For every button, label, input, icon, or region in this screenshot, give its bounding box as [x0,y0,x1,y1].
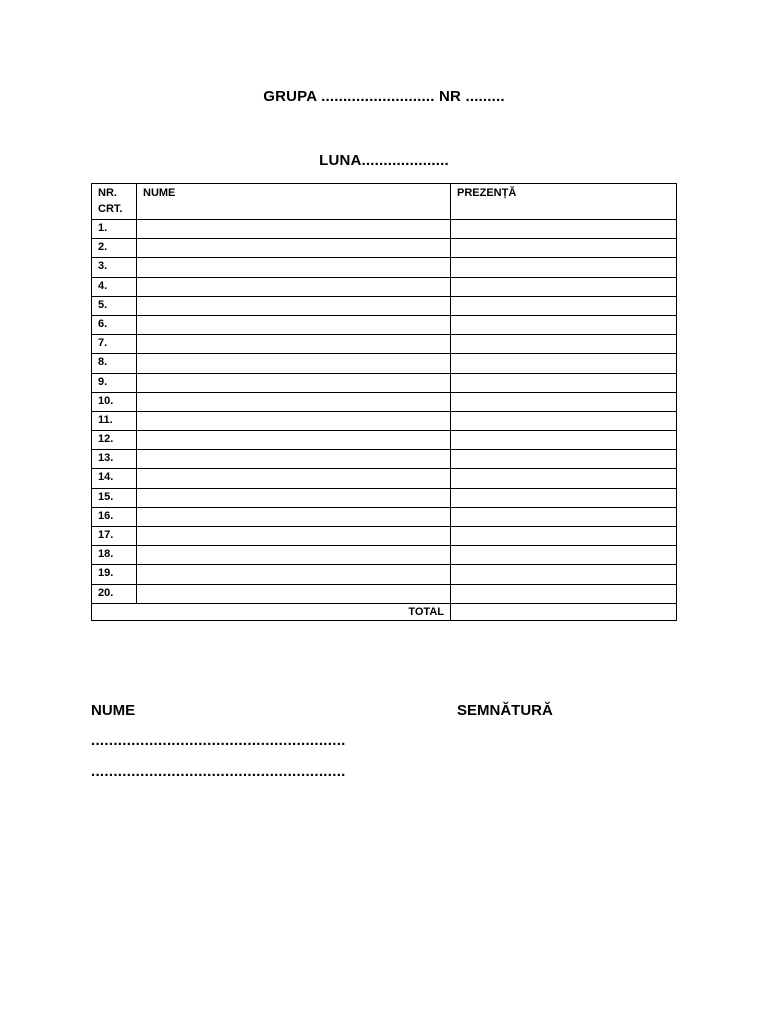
row-presence-cell[interactable] [451,258,677,277]
table-row [92,258,677,277]
total-label: TOTAL [92,603,451,620]
header-name: NUME [137,184,451,220]
row-name-cell[interactable] [137,584,451,603]
row-name-cell[interactable] [137,220,451,239]
row-number: 19. [92,565,137,584]
row-number: 13. [92,450,137,469]
row-presence-cell[interactable] [451,373,677,392]
row-number: 4. [92,277,137,296]
row-number: 18. [92,546,137,565]
table-header-row [92,184,677,220]
table-row [92,315,677,334]
total-row [92,603,677,620]
signature-name-label: NUME [91,702,136,719]
row-presence-cell[interactable] [451,488,677,507]
table-row [92,507,677,526]
row-number: 16. [92,507,137,526]
row-number: 14. [92,469,137,488]
row-number: 12. [92,431,137,450]
row-presence-cell[interactable] [451,354,677,373]
row-name-cell[interactable] [137,450,451,469]
row-name-cell[interactable] [137,565,451,584]
header-nr-crt [92,184,137,220]
table-row [92,373,677,392]
table-row [92,584,677,603]
page-title: GRUPA .......................... NR ......... [263,88,505,105]
header-nr-label: NR. [98,187,117,199]
table-row [92,220,677,239]
row-number: 7. [92,335,137,354]
row-name-cell[interactable] [137,296,451,315]
row-number: 5. [92,296,137,315]
total-cell [451,603,677,620]
attendance-table [91,183,677,621]
row-name-cell[interactable] [137,315,451,334]
table-row [92,239,677,258]
row-presence-cell[interactable] [451,584,677,603]
row-number: 15. [92,488,137,507]
table-row [92,565,677,584]
table-row [92,411,677,430]
table-row [92,546,677,565]
row-number: 11. [92,411,137,430]
row-name-cell[interactable] [137,258,451,277]
row-presence-cell[interactable] [451,450,677,469]
row-presence-cell[interactable] [451,296,677,315]
row-number: 6. [92,315,137,334]
table-row [92,450,677,469]
row-name-cell[interactable] [137,469,451,488]
row-number: 10. [92,392,137,411]
row-name-cell[interactable] [137,507,451,526]
header-presence: PREZENȚĂ [451,184,677,220]
row-name-cell[interactable] [137,354,451,373]
row-presence-cell[interactable] [451,220,677,239]
table-row [92,469,677,488]
row-presence-cell[interactable] [451,565,677,584]
table-row [92,354,677,373]
row-presence-cell[interactable] [451,239,677,258]
row-presence-cell[interactable] [451,431,677,450]
month-line: LUNA.................... [319,152,449,169]
row-presence-cell[interactable] [451,469,677,488]
row-name-cell[interactable] [137,431,451,450]
row-number: 20. [92,584,137,603]
row-presence-cell[interactable] [451,277,677,296]
row-presence-cell[interactable] [451,335,677,354]
table-row [92,277,677,296]
row-name-cell[interactable] [137,335,451,354]
row-name-cell[interactable] [137,277,451,296]
row-number: 2. [92,239,137,258]
row-name-cell[interactable] [137,488,451,507]
row-number: 3. [92,258,137,277]
table-row [92,431,677,450]
signature-line-1: ......................................................... [91,732,346,749]
row-name-cell[interactable] [137,411,451,430]
row-name-cell[interactable] [137,239,451,258]
row-name-cell[interactable] [137,392,451,411]
header-crt-label: CRT. [98,203,123,215]
table-row [92,392,677,411]
table-body [92,220,677,604]
row-number: 8. [92,354,137,373]
row-presence-cell[interactable] [451,527,677,546]
row-presence-cell[interactable] [451,315,677,334]
row-name-cell[interactable] [137,527,451,546]
table-row [92,527,677,546]
row-presence-cell[interactable] [451,411,677,430]
table-row [92,296,677,315]
signature-line-2: ......................................................... [91,763,346,780]
row-presence-cell[interactable] [451,392,677,411]
table-row [92,488,677,507]
row-presence-cell[interactable] [451,546,677,565]
row-presence-cell[interactable] [451,507,677,526]
row-number: 1. [92,220,137,239]
row-number: 17. [92,527,137,546]
table-row [92,335,677,354]
row-name-cell[interactable] [137,373,451,392]
row-number: 9. [92,373,137,392]
row-name-cell[interactable] [137,546,451,565]
signature-label: SEMNĂTURĂ [457,702,553,719]
